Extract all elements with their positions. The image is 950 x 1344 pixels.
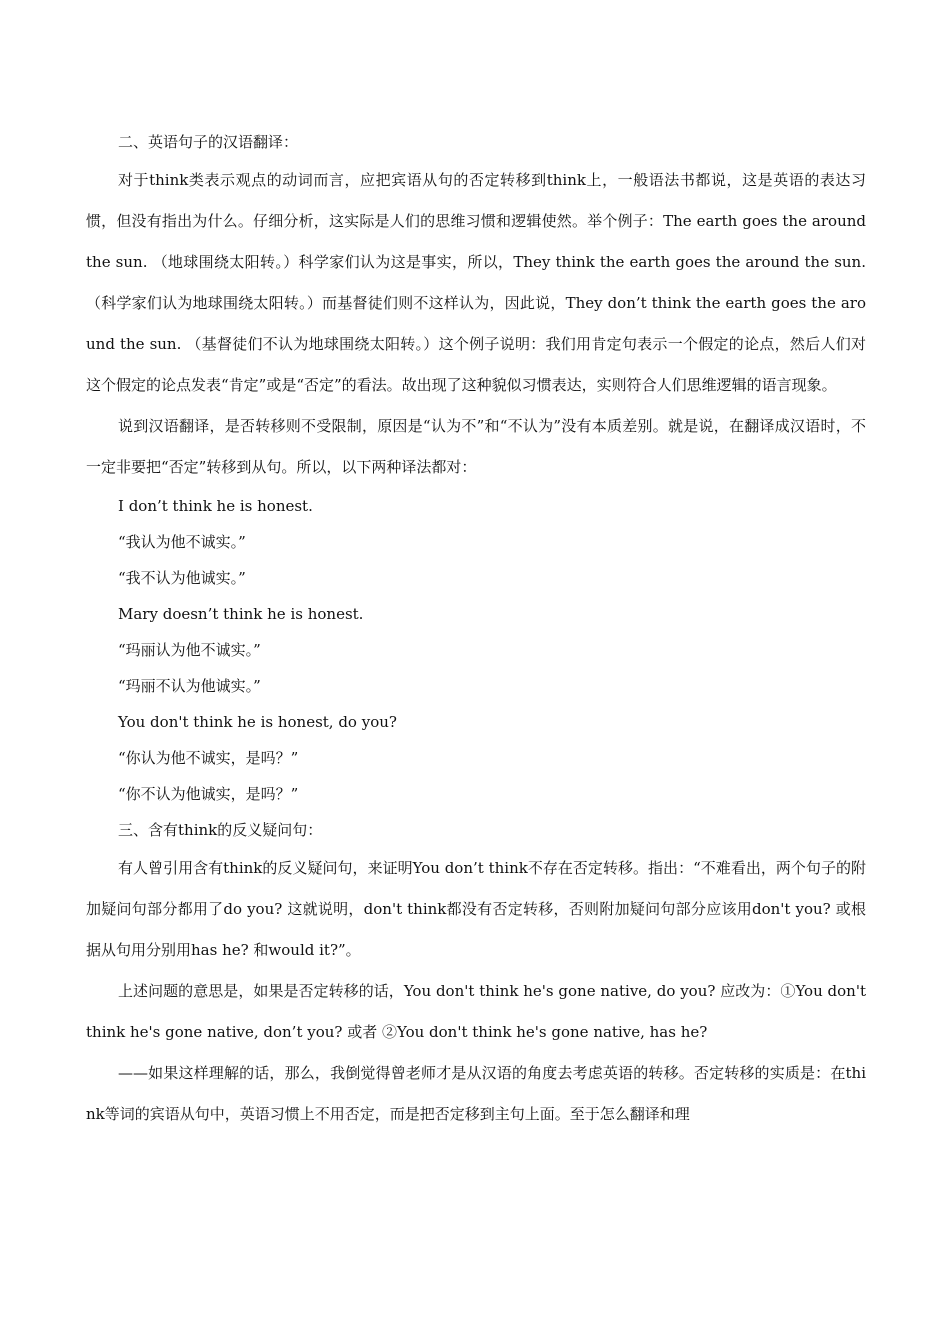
section-heading-2: 二、英语句子的汉语翻译： [118,133,299,151]
example-line: “你不认为他诚实，是吗？” [118,785,299,803]
paragraph-problem-meaning: 上述问题的意思是，如果是否定转移的话，You don't think he's gone native, do you? 应改为：①You don't think he's gone native, don’t you? 或者 ②You don't think he's gone native, has he? [86,982,866,1041]
paragraph-tag-question: 有人曾引用含有think的反义疑问句，来证明You don’t think不存在否定转移。指出：“不难看出，两个句子的附加疑问句部分都用了do you? 这就说明，don't think都没有否定转移，否则附加疑问句部分应该用don't you? 或根据从句用分别用has he? 和would it?”。 [86,859,866,959]
paragraph-conclusion: ——如果这样理解的话，那么，我倒觉得曾老师才是从汉语的角度去考虑英语的转移。否定转移的实质是：在think等词的宾语从句中，英语习惯上不用否定，而是把否定移到主句上面。至于怎么翻译和理 [86,1064,866,1123]
example-line: “我认为他不诚实。” [118,533,246,551]
document-body [86,124,866,1135]
paragraph-translation: 说到汉语翻译，是否转移则不受限制，原因是“认为不”和“不认为”没有本质差别。就是说，在翻译成汉语时，不一定非要把“否定”转移到从句。所以，以下两种译法都对： [86,417,866,476]
example-line: You don't think he is honest, do you? [118,713,397,731]
example-line: “你认为他不诚实，是吗？” [118,749,299,767]
example-line: I don’t think he is honest. [118,497,313,515]
example-line: “玛丽不认为他诚实。” [118,677,261,695]
example-line: “我不认为他诚实。” [118,569,246,587]
section-heading-3: 三、含有think的反义疑问句： [118,821,323,839]
example-line: “玛丽认为他不诚实。” [118,641,261,659]
paragraph-think-negation: 对于think类表示观点的动词而言，应把宾语从句的否定转移到think上，一般语法书都说，这是英语的表达习惯，但没有指出为什么。仔细分析，这实际是人们的思维习惯和逻辑使然。举个例子：The earth goes the around the sun. （地球围绕太阳转。）科学家们认为这是事实，所以，They think the earth goes the around the sun.（科学家们认为地球围绕太阳转。）而基督徒们则不这样认为，因此说，They don’t think the earth goes the around the sun. （基督徒们不认为地球围绕太阳转。）这个例子说明：我们用肯定句表示一个假定的论点，然后人们对这个假定的论点发表“肯定”或是“否定”的看法。故出现了这种貌似习惯表达，实则符合人们思维逻辑的语言现象。 [86,171,866,394]
example-line: Mary doesn’t think he is honest. [118,605,364,623]
